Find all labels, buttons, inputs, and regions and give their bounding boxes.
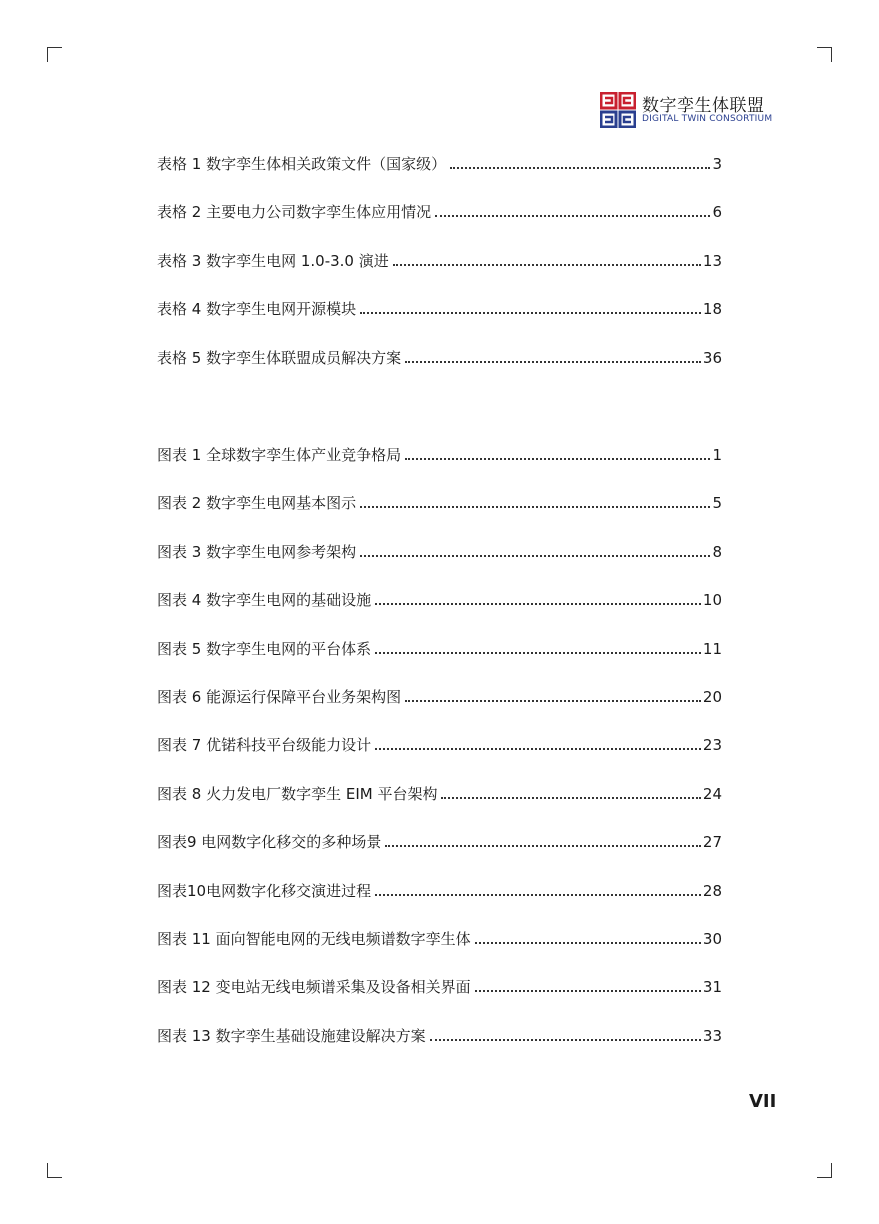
toc-entry-page: 24 [702, 784, 722, 803]
toc-entry-page: 30 [702, 929, 722, 948]
toc-entry-page: 23 [702, 736, 722, 755]
list-of-figures [157, 445, 722, 1074]
crop-mark-bottom-left [47, 1163, 62, 1178]
leader-dots [375, 747, 701, 750]
leader-dots [430, 1038, 701, 1041]
toc-entry[interactable] [157, 299, 722, 347]
toc-entry[interactable] [157, 784, 722, 832]
toc-entry-title: 图表10电网数字化移交演进过程 [157, 881, 372, 900]
leader-dots [360, 505, 710, 508]
toc-entry[interactable] [157, 639, 722, 687]
toc-entry-page: 27 [702, 833, 722, 852]
toc-entry-title: 图表 11 面向智能电网的无线电频谱数字孪生体 [157, 929, 471, 948]
leader-dots [375, 893, 701, 896]
toc-entry-title: 图表 6 能源运行保障平台业务架构图 [157, 687, 402, 706]
toc-entry[interactable] [157, 832, 722, 880]
toc-entry[interactable] [157, 493, 722, 541]
toc-entry-page: 18 [702, 300, 722, 319]
toc-entry[interactable] [157, 929, 722, 977]
leader-dots [441, 796, 700, 799]
toc-entry-page: 36 [702, 348, 722, 367]
leader-dots [360, 554, 710, 557]
toc-entry[interactable] [157, 154, 722, 202]
toc-entry-title: 表格 5 数字孪生体联盟成员解决方案 [157, 348, 402, 367]
toc-entry-page: 11 [702, 639, 722, 658]
toc-entry-page: 33 [702, 1026, 722, 1045]
toc-entry-title: 图表 13 数字孪生基础设施建设解决方案 [157, 1026, 426, 1045]
toc-entry[interactable] [157, 1026, 722, 1074]
toc-entry-title: 图表 3 数字孪生电网参考架构 [157, 542, 357, 561]
toc-entry[interactable] [157, 348, 722, 396]
leader-dots [450, 166, 710, 169]
toc-entry-page: 6 [712, 203, 722, 222]
toc-entry-page: 20 [702, 687, 722, 706]
leader-dots [393, 263, 701, 266]
toc-entry-page: 3 [712, 155, 722, 173]
toc-entry-page: 8 [712, 542, 722, 561]
toc-entry[interactable] [157, 977, 722, 1025]
toc-entry[interactable] [157, 251, 722, 299]
leader-dots [375, 651, 701, 654]
leader-dots [360, 311, 701, 314]
crop-mark-bottom-right [817, 1163, 832, 1178]
leader-dots [375, 602, 701, 605]
leader-dots [475, 989, 701, 992]
brand-english-name: DIGITAL TWIN CONSORTIUM [642, 114, 773, 124]
toc-entry-page: 10 [702, 591, 722, 610]
crop-mark-top-right [817, 47, 832, 62]
leader-dots [385, 844, 701, 847]
toc-entry-title: 图表 2 数字孪生电网基本图示 [157, 494, 357, 513]
toc-entry-page: 5 [712, 494, 722, 513]
toc-entry[interactable] [157, 735, 722, 783]
toc-entry-title: 图表 5 数字孪生电网的平台体系 [157, 639, 372, 658]
toc-entry-title: 表格 3 数字孪生电网 1.0-3.0 演进 [157, 251, 389, 270]
toc-entry-title: 表格 1 数字孪生体相关政策文件（国家级） [157, 155, 447, 173]
toc-entry-title: 图表 12 变电站无线电频谱采集及设备相关界面 [157, 978, 471, 997]
leader-dots [405, 360, 701, 363]
page-number: VII [749, 1091, 777, 1112]
toc-entry-title: 图表9 电网数字化移交的多种场景 [157, 833, 382, 852]
toc-entry[interactable] [157, 542, 722, 590]
toc-entry-page: 13 [702, 251, 722, 270]
toc-entry[interactable] [157, 202, 722, 250]
toc-entry-title: 图表 4 数字孪生电网的基础设施 [157, 591, 372, 610]
toc-entry-title: 表格 2 主要电力公司数字孪生体应用情况 [157, 203, 432, 222]
brand-header [600, 90, 780, 130]
list-of-tables [157, 154, 722, 396]
leader-dots [475, 941, 701, 944]
toc-entry[interactable] [157, 687, 722, 735]
leader-dots [405, 699, 701, 702]
toc-entry-page: 31 [702, 978, 722, 997]
toc-entry-page: 28 [702, 881, 722, 900]
toc-entry-title: 表格 4 数字孪生电网开源模块 [157, 300, 357, 319]
toc-entry-title: 图表 7 优锘科技平台级能力设计 [157, 736, 372, 755]
brand-chinese-name: 数字孪生体联盟 [642, 96, 765, 116]
toc-entry[interactable] [157, 590, 722, 638]
toc-entry[interactable] [157, 881, 722, 929]
toc-entry-title: 图表 1 全球数字孪生体产业竞争格局 [157, 446, 402, 464]
crop-mark-top-left [47, 47, 62, 62]
leader-dots [435, 214, 710, 217]
leader-dots [405, 457, 710, 460]
toc-entry-page: 1 [712, 446, 722, 464]
consortium-logo-icon [600, 92, 636, 128]
toc-entry-title: 图表 8 火力发电厂数字孪生 EIM 平台架构 [157, 784, 438, 803]
toc-entry[interactable] [157, 445, 722, 493]
